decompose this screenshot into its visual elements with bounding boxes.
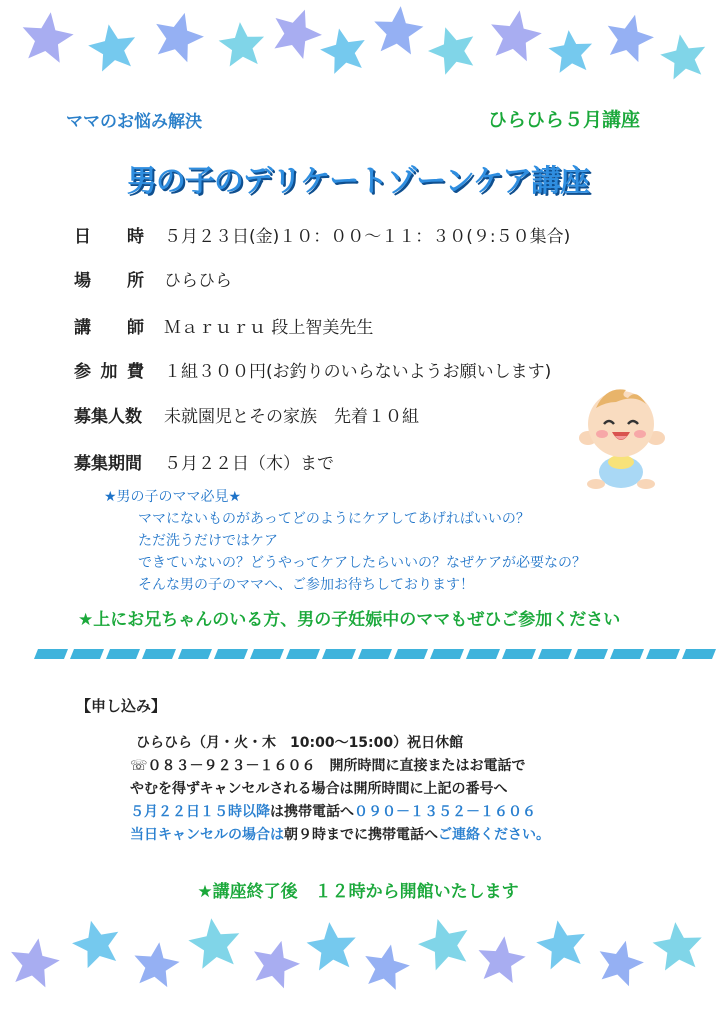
star-icon (532, 916, 592, 976)
apply-phone: ☏０８３－９２３－１６０６ 開所時間に直接またはお電話で (130, 758, 526, 774)
star-icon (369, 3, 426, 60)
divider-dash (394, 649, 428, 659)
star-icon (303, 919, 360, 976)
star-icon (316, 24, 373, 81)
star-icon (599, 9, 660, 70)
detail-label: 募集期間 (74, 454, 142, 474)
star-icon (216, 20, 268, 72)
divider-dash (178, 649, 212, 659)
detail-row-place (74, 266, 232, 291)
detail-value: Ｍａｒｕｒｕ 段上智美先生 (164, 318, 374, 338)
detail-label: 場 所 (74, 271, 144, 291)
divider-dash (574, 649, 608, 659)
divider-dash (214, 649, 248, 659)
divider-dash (250, 649, 284, 659)
detail-label: 講 師 (74, 318, 144, 338)
notes-line: ママにないものがあってどのようにケアしてあげればいいの？ (138, 511, 530, 527)
detail-row-datetime (74, 222, 570, 247)
divider-dash (646, 649, 680, 659)
notes-line: そんな男の子のママへ、ご参加お待ちしております！ (138, 577, 474, 593)
detail-label: 参 加 費 (74, 362, 144, 382)
star-icon (358, 940, 415, 997)
star-icon (146, 6, 210, 70)
apply-cancel-note: やむを得ずキャンセルされる場合は開所時間に上記の番号へ (130, 781, 508, 797)
detail-row-capacity (74, 402, 419, 427)
apply-mobile-line: ５月２２日１５時以降は携帯電話へ０９０－１３５２－１６０６ (130, 804, 536, 820)
notes-line: ただ洗うだけではケア (138, 533, 278, 549)
detail-value: ５月２２日（木）まで (164, 454, 334, 474)
top-star-border (0, 0, 716, 100)
star-icon (656, 30, 712, 86)
apply-heading: 【申し込み】 (76, 697, 167, 715)
divider-dash (286, 649, 320, 659)
notes-line: できていないの？どうやってケアしたらいいの？なぜケアが必要なの？ (138, 555, 586, 571)
star-icon (4, 934, 64, 994)
star-icon (421, 19, 484, 82)
star-icon (185, 915, 246, 976)
divider-dash (682, 649, 716, 659)
divider-dash (322, 649, 356, 659)
divider-dash (34, 649, 68, 659)
star-icon (484, 6, 547, 69)
notes-heading: ★男の子のママ必見★ (104, 489, 242, 505)
header-left-text: ママのお悩み解決 (66, 112, 202, 132)
bottom-star-border (0, 912, 716, 1012)
star-icon (244, 934, 305, 995)
page-title: 男の子のデリケートゾーンケア講座 (126, 164, 590, 199)
divider-dash (358, 649, 392, 659)
detail-label: 日 時 (74, 227, 144, 247)
divider-dash (70, 649, 104, 659)
divider-dash (430, 649, 464, 659)
star-icon (129, 939, 183, 993)
star-icon (649, 919, 706, 976)
star-icon (591, 935, 649, 993)
header-right-text: ひらひら５月講座 (488, 109, 641, 131)
apply-same-day-line: 当日キャンセルの場合は朝９時までに携帯電話へご連絡ください。 (130, 827, 550, 843)
detail-row-lecturer (74, 313, 373, 338)
star-icon (473, 933, 529, 989)
apply-hours: ひらひら（月・火・木 10:00～15:00）祝日休館 (136, 735, 464, 751)
dashed-divider (34, 649, 716, 659)
divider-dash (538, 649, 572, 659)
detail-value: ５月２３日(金)１０：００～１１：３０(９:５０集合) (164, 227, 571, 247)
detail-row-period (74, 449, 334, 474)
star-icon (546, 28, 597, 79)
closing-note: ★講座終了後 １２時から開館いたします (197, 882, 519, 902)
apply-block (130, 732, 550, 847)
divider-dash (466, 649, 500, 659)
invitation-line: ★上にお兄ちゃんのいる方、男の子妊娠中のママもぜひご参加ください (78, 610, 621, 630)
star-icon (17, 9, 78, 70)
baby-icon (576, 380, 666, 490)
detail-label: 募集人数 (74, 407, 142, 427)
detail-value: ひらひら (164, 271, 232, 291)
star-icon (67, 915, 128, 976)
divider-dash (142, 649, 176, 659)
detail-value: 未就園児とその家族 先着１０組 (164, 407, 419, 427)
notes-block (104, 486, 586, 596)
star-icon (84, 20, 142, 78)
detail-value: １組３００円(お釣りのいらないようお願いします) (164, 362, 552, 382)
divider-dash (106, 649, 140, 659)
detail-row-fee (74, 357, 551, 382)
divider-dash (610, 649, 644, 659)
divider-dash (502, 649, 536, 659)
star-icon (412, 912, 479, 979)
